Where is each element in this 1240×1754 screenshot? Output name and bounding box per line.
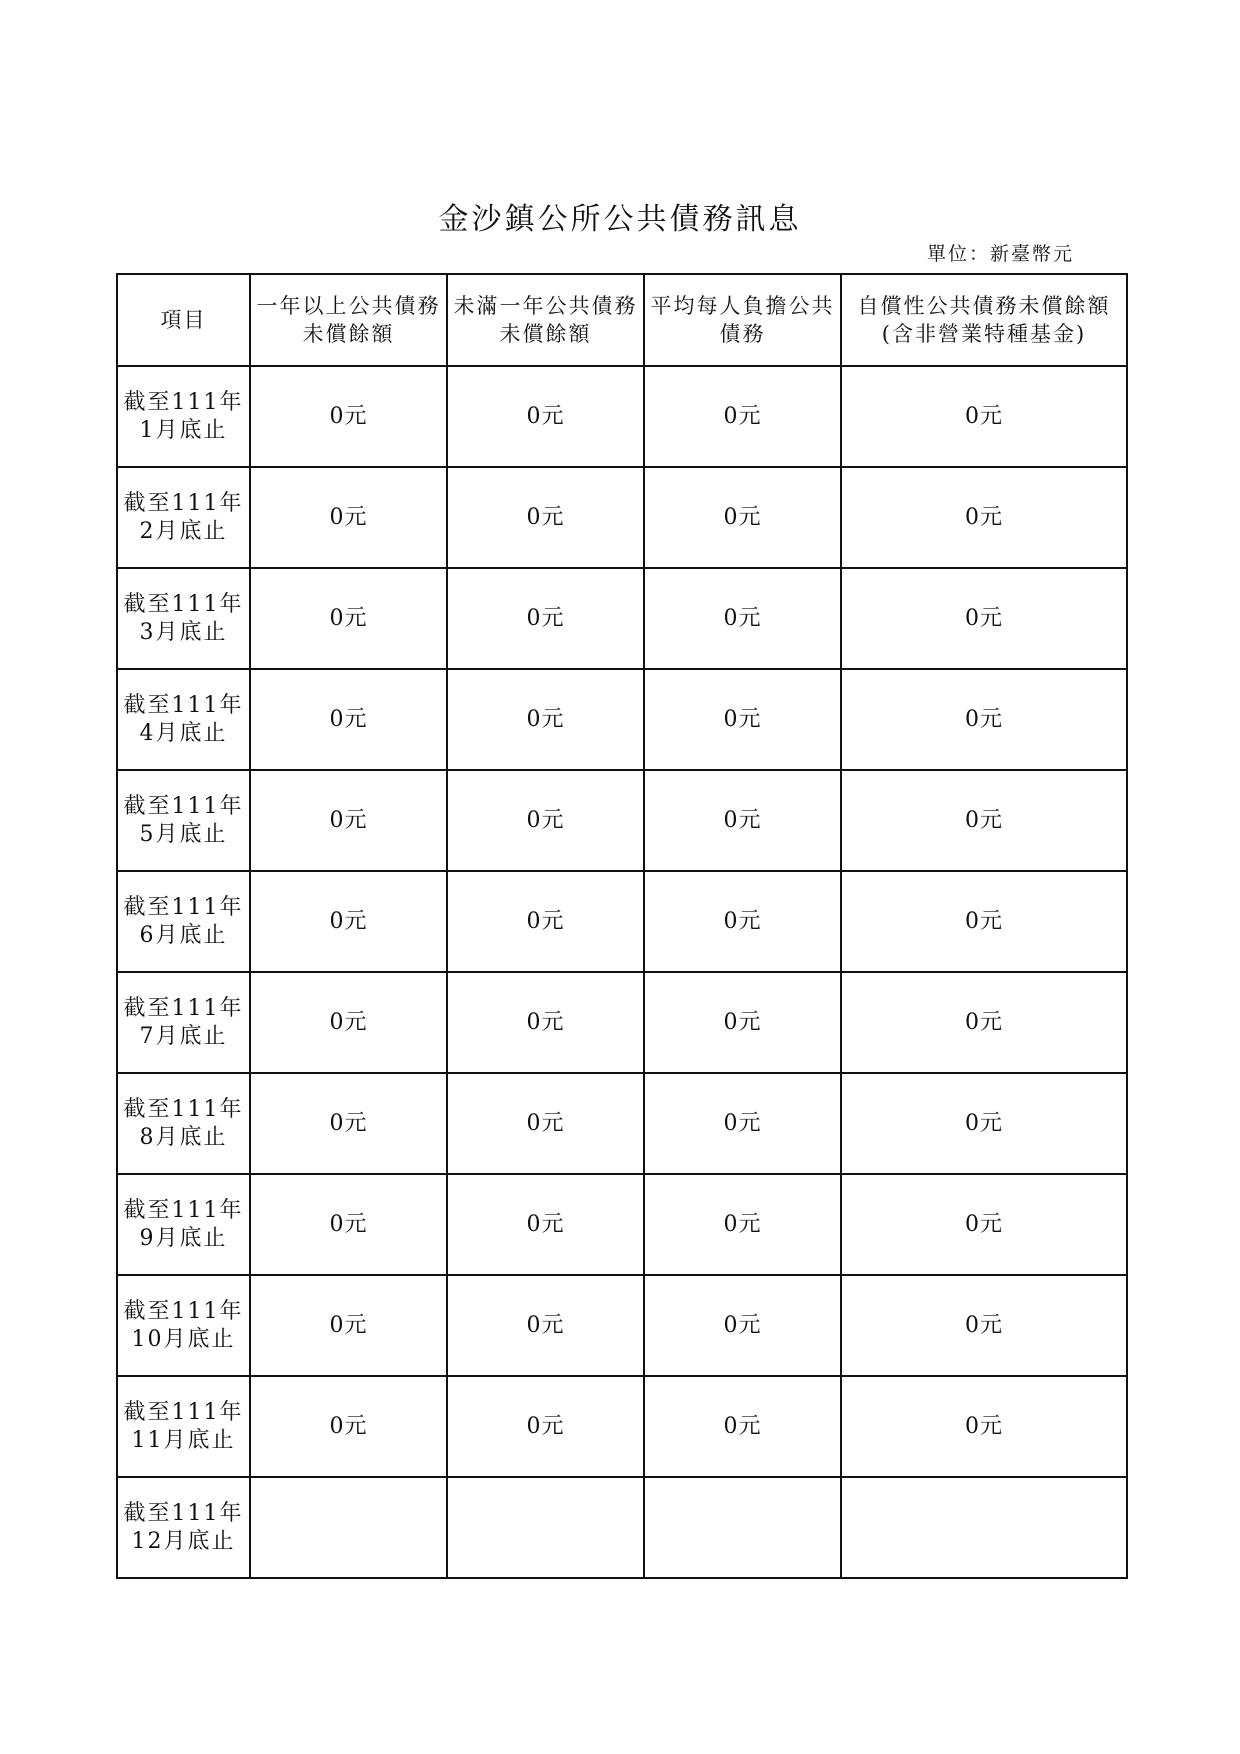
self-liquidating-debt-value: 0元 xyxy=(841,669,1127,770)
long-term-debt-value: 0元 xyxy=(250,669,447,770)
row-period: 截至111年9月底止 xyxy=(117,1174,250,1275)
per-capita-debt-value: 0元 xyxy=(644,1275,841,1376)
table-row xyxy=(117,669,1127,770)
short-term-debt-value: 0元 xyxy=(447,972,644,1073)
self-liquidating-debt-value: 0元 xyxy=(841,1174,1127,1275)
table-header-row xyxy=(117,274,1127,366)
table-row xyxy=(117,467,1127,568)
per-capita-debt-value: 0元 xyxy=(644,669,841,770)
per-capita-debt-value: 0元 xyxy=(644,972,841,1073)
header-item: 項目 xyxy=(117,274,250,366)
long-term-debt-value: 0元 xyxy=(250,1376,447,1477)
unit-label: 單位：新臺幣元 xyxy=(926,243,1074,265)
short-term-debt-value: 0元 xyxy=(447,669,644,770)
per-capita-debt-value xyxy=(644,1477,841,1578)
row-period: 截至111年10月底止 xyxy=(117,1275,250,1376)
row-period: 截至111年11月底止 xyxy=(117,1376,250,1477)
long-term-debt-value: 0元 xyxy=(250,568,447,669)
row-period: 截至111年4月底止 xyxy=(117,669,250,770)
self-liquidating-debt-value: 0元 xyxy=(841,366,1127,467)
table-row xyxy=(117,1073,1127,1174)
page-title: 金沙鎮公所公共債務訊息 xyxy=(438,202,802,237)
self-liquidating-debt-value: 0元 xyxy=(841,770,1127,871)
row-period: 截至111年5月底止 xyxy=(117,770,250,871)
long-term-debt-value: 0元 xyxy=(250,871,447,972)
long-term-debt-value xyxy=(250,1477,447,1578)
header-long-term-debt: 一年以上公共債務未償餘額 xyxy=(250,274,447,366)
long-term-debt-value: 0元 xyxy=(250,467,447,568)
long-term-debt-value: 0元 xyxy=(250,1174,447,1275)
row-period: 截至111年1月底止 xyxy=(117,366,250,467)
short-term-debt-value: 0元 xyxy=(447,1376,644,1477)
per-capita-debt-value: 0元 xyxy=(644,871,841,972)
header-self-liquidating-debt: 自償性公共債務未償餘額(含非營業特種基金) xyxy=(841,274,1127,366)
per-capita-debt-value: 0元 xyxy=(644,366,841,467)
short-term-debt-value: 0元 xyxy=(447,1275,644,1376)
header-per-capita-debt: 平均每人負擔公共債務 xyxy=(644,274,841,366)
long-term-debt-value: 0元 xyxy=(250,1073,447,1174)
table-row xyxy=(117,871,1127,972)
self-liquidating-debt-value: 0元 xyxy=(841,467,1127,568)
per-capita-debt-value: 0元 xyxy=(644,467,841,568)
table-row xyxy=(117,972,1127,1073)
row-period: 截至111年2月底止 xyxy=(117,467,250,568)
self-liquidating-debt-value: 0元 xyxy=(841,568,1127,669)
long-term-debt-value: 0元 xyxy=(250,972,447,1073)
short-term-debt-value: 0元 xyxy=(447,568,644,669)
table-row xyxy=(117,1477,1127,1578)
self-liquidating-debt-value: 0元 xyxy=(841,871,1127,972)
long-term-debt-value: 0元 xyxy=(250,366,447,467)
per-capita-debt-value: 0元 xyxy=(644,568,841,669)
table-row xyxy=(117,568,1127,669)
table-row xyxy=(117,1174,1127,1275)
self-liquidating-debt-value: 0元 xyxy=(841,1275,1127,1376)
long-term-debt-value: 0元 xyxy=(250,770,447,871)
short-term-debt-value: 0元 xyxy=(447,770,644,871)
row-period: 截至111年12月底止 xyxy=(117,1477,250,1578)
short-term-debt-value: 0元 xyxy=(447,1073,644,1174)
short-term-debt-value: 0元 xyxy=(447,366,644,467)
per-capita-debt-value: 0元 xyxy=(644,1376,841,1477)
table-row xyxy=(117,1275,1127,1376)
row-period: 截至111年8月底止 xyxy=(117,1073,250,1174)
long-term-debt-value: 0元 xyxy=(250,1275,447,1376)
row-period: 截至111年7月底止 xyxy=(117,972,250,1073)
per-capita-debt-value: 0元 xyxy=(644,1073,841,1174)
short-term-debt-value: 0元 xyxy=(447,871,644,972)
self-liquidating-debt-value xyxy=(841,1477,1127,1578)
public-debt-table xyxy=(116,273,1128,1579)
table-row xyxy=(117,770,1127,871)
short-term-debt-value xyxy=(447,1477,644,1578)
per-capita-debt-value: 0元 xyxy=(644,1174,841,1275)
table-row xyxy=(117,366,1127,467)
short-term-debt-value: 0元 xyxy=(447,1174,644,1275)
self-liquidating-debt-value: 0元 xyxy=(841,1376,1127,1477)
row-period: 截至111年3月底止 xyxy=(117,568,250,669)
header-short-term-debt: 未滿一年公共債務未償餘額 xyxy=(447,274,644,366)
per-capita-debt-value: 0元 xyxy=(644,770,841,871)
short-term-debt-value: 0元 xyxy=(447,467,644,568)
row-period: 截至111年6月底止 xyxy=(117,871,250,972)
self-liquidating-debt-value: 0元 xyxy=(841,972,1127,1073)
table-row xyxy=(117,1376,1127,1477)
self-liquidating-debt-value: 0元 xyxy=(841,1073,1127,1174)
